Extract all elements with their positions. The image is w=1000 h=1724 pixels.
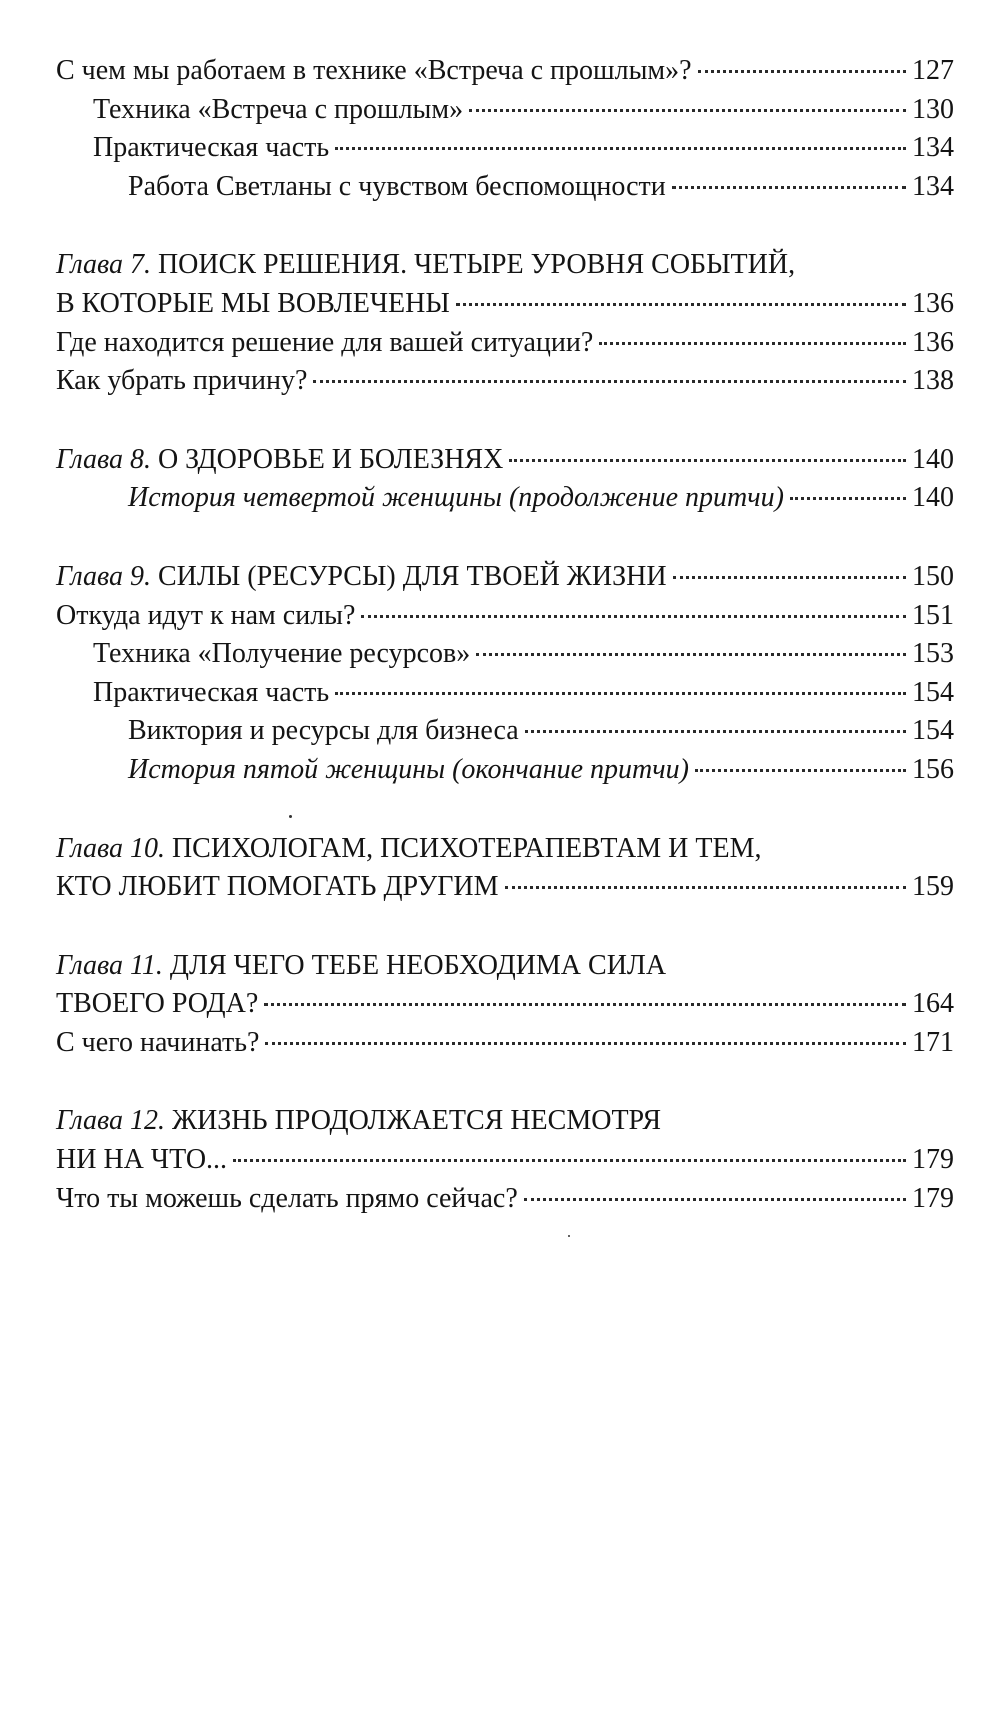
toc-entry[interactable] <box>56 712 954 751</box>
chapter-heading-line[interactable] <box>56 947 954 986</box>
chapter-heading-text <box>56 441 503 480</box>
toc-page-number: 138 <box>912 365 954 397</box>
toc-entry-title: Практическая часть <box>93 132 330 164</box>
toc-entry-title: Как убрать причину? <box>56 365 308 397</box>
toc-entry-title: С чем мы работаем в технике «Встреча с прошлым»? <box>56 55 692 86</box>
toc-entry[interactable] <box>56 52 954 91</box>
dot-leader <box>335 692 906 695</box>
toc-entry-title: Работа Светланы с чувством беспомощности <box>128 170 666 202</box>
chapter-heading-text <box>56 246 795 285</box>
toc-page-number: 156 <box>912 753 954 785</box>
chapter-title: ЖИЗНЬ ПРОДОЛЖАЕТСЯ НЕСМОТРЯ <box>171 1105 662 1137</box>
toc-chapter-8 <box>56 441 954 518</box>
dot-leader <box>790 497 906 500</box>
chapter-heading-line[interactable] <box>56 830 954 869</box>
toc-page-number: 179 <box>912 1182 954 1214</box>
chapter-heading-line[interactable] <box>56 285 954 324</box>
toc-entry[interactable] <box>56 674 954 713</box>
dot-leader <box>476 653 906 656</box>
chapter-title: ПОИСК РЕШЕНИЯ. ЧЕТЫРЕ УРОВНЯ СОБЫТИЙ, <box>157 249 796 281</box>
toc-entry[interactable] <box>56 91 954 130</box>
chapter-title-continued: НИ НА ЧТО... <box>56 1144 228 1176</box>
chapter-heading-text <box>56 1102 661 1141</box>
toc-page-number: 150 <box>912 560 954 592</box>
dot-leader <box>673 576 906 579</box>
toc-entry[interactable] <box>56 1024 954 1063</box>
toc-page-number: 134 <box>912 170 954 202</box>
toc-page-number: 151 <box>912 599 954 631</box>
chapter-title: ДЛЯ ЧЕГО ТЕБЕ НЕОБХОДИМА СИЛА <box>169 949 667 981</box>
chapter-heading-line[interactable] <box>56 1102 954 1141</box>
dot-leader <box>695 769 906 772</box>
toc-chapter-9 <box>56 558 954 790</box>
toc-entry-title: Практическая часть <box>93 676 330 708</box>
toc-entry[interactable] <box>56 597 954 636</box>
toc-entry-title: Техника «Получение ресурсов» <box>93 638 471 670</box>
toc-entry[interactable] <box>56 324 954 363</box>
toc-page-number: 159 <box>912 871 954 903</box>
toc-page-number: 136 <box>912 287 954 319</box>
toc-entry[interactable] <box>56 635 954 674</box>
chapter-title: ПСИХОЛОГАМ, ПСИХОТЕРАПЕВТАМ И ТЕМ, <box>171 832 762 864</box>
toc-entry-title: Техника «Встреча с прошлым» <box>93 93 464 125</box>
toc-page-number: 154 <box>912 676 954 708</box>
dot-leader <box>698 70 906 73</box>
toc-entry[interactable] <box>56 1180 954 1219</box>
dot-leader <box>524 1198 906 1201</box>
toc-entry-title: С чего начинать? <box>56 1026 260 1058</box>
chapter-label: Глава 12. <box>56 1105 165 1137</box>
chapter-title: СИЛЫ (РЕСУРСЫ) ДЛЯ ТВОЕЙ ЖИЗНИ <box>157 560 667 592</box>
toc-page-number: 134 <box>912 132 954 164</box>
scan-speck <box>568 1235 570 1237</box>
toc-page-number: 130 <box>912 93 954 125</box>
chapter-title-continued: ТВОЕГО РОДА? <box>56 988 259 1020</box>
table-of-contents <box>56 52 954 1258</box>
toc-page-number: 127 <box>912 55 954 86</box>
chapter-title-continued: В КОТОРЫЕ МЫ ВОВЛЕЧЕНЫ <box>56 287 450 319</box>
dot-leader <box>456 303 906 306</box>
toc-page-number: 153 <box>912 638 954 670</box>
dot-leader <box>265 1042 906 1045</box>
scan-speck <box>289 815 292 818</box>
dot-leader <box>313 380 906 383</box>
chapter-heading-line[interactable] <box>56 1141 954 1180</box>
toc-entry-title: Что ты можешь сделать прямо сейчас? <box>56 1182 518 1214</box>
chapter-heading-line[interactable] <box>56 868 954 907</box>
chapter-label: Глава 10. <box>56 832 165 864</box>
chapter-heading-text <box>56 947 666 986</box>
dot-leader <box>599 342 906 345</box>
toc-entry[interactable] <box>56 168 954 207</box>
toc-entry[interactable] <box>56 479 954 518</box>
chapter-title-continued: КТО ЛЮБИТ ПОМОГАТЬ ДРУГИМ <box>56 871 499 903</box>
toc-page-number: 140 <box>912 443 954 475</box>
chapter-heading-text <box>56 830 762 869</box>
chapter-label: Глава 9. <box>56 560 151 592</box>
toc-page-number: 136 <box>912 326 954 358</box>
toc-entry[interactable] <box>56 129 954 168</box>
chapter-heading-text <box>56 558 667 597</box>
toc-entry-title: Виктория и ресурсы для бизнеса <box>128 715 519 747</box>
toc-entry-title: Где находится решение для вашей ситуации? <box>56 326 594 358</box>
chapter-heading-line[interactable] <box>56 246 954 285</box>
chapter-heading-line[interactable] <box>56 985 954 1024</box>
dot-leader <box>264 1003 906 1006</box>
toc-chapter-12 <box>56 1102 954 1218</box>
dot-leader <box>672 186 906 189</box>
toc-block-meeting-past <box>56 52 954 206</box>
dot-leader <box>335 147 906 150</box>
toc-entry-title: История четвертой женщины (продолжение притчи) <box>128 482 784 514</box>
chapter-label: Глава 7. <box>56 249 151 281</box>
chapter-label: Глава 11. <box>56 949 163 981</box>
toc-page-number: 179 <box>912 1144 954 1176</box>
dot-leader <box>361 615 906 618</box>
dot-leader <box>505 886 906 889</box>
toc-chapter-7 <box>56 246 954 400</box>
toc-entry-title: Откуда идут к нам силы? <box>56 599 356 631</box>
toc-page-number: 171 <box>912 1026 954 1058</box>
toc-entry[interactable] <box>56 362 954 401</box>
toc-page-number: 164 <box>912 988 954 1020</box>
dot-leader <box>525 730 906 733</box>
toc-entry-title: История пятой женщины (окончание притчи) <box>128 753 689 785</box>
chapter-title: О ЗДОРОВЬЕ И БОЛЕЗНЯХ <box>157 443 504 475</box>
chapter-heading-line[interactable] <box>56 558 954 597</box>
dot-leader <box>233 1159 906 1162</box>
toc-chapter-11 <box>56 947 954 1063</box>
chapter-heading-line[interactable] <box>56 441 954 480</box>
chapter-label: Глава 8. <box>56 443 151 475</box>
toc-entry[interactable] <box>56 751 954 790</box>
dot-leader <box>509 459 906 462</box>
toc-page-number: 154 <box>912 715 954 747</box>
dot-leader <box>469 109 906 112</box>
toc-chapter-10 <box>56 830 954 907</box>
toc-page-number: 140 <box>912 482 954 514</box>
